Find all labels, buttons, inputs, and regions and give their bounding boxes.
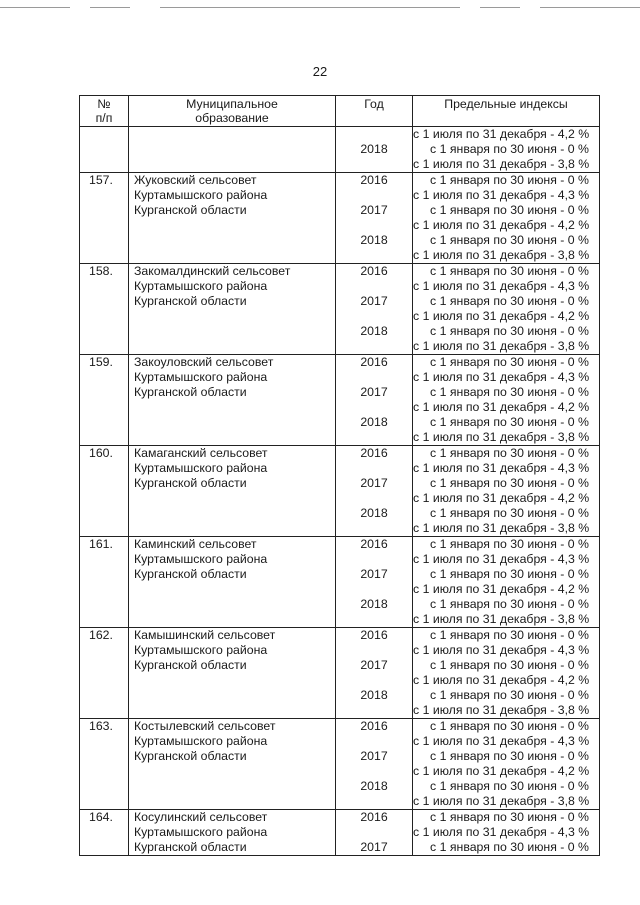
year-value: 2016 [360,537,388,551]
index-line: с 1 января по 30 июня - 0 % [430,597,589,611]
indices-cell [413,628,600,719]
index-line: с 1 января по 30 июня - 0 % [430,446,589,460]
row-number: 161. [80,537,129,628]
year-value [336,127,412,142]
index-line: с 1 января по 30 июня - 0 % [430,355,589,369]
year-cell [336,719,413,810]
year-value [336,612,412,627]
year-value: 2018 [360,415,388,429]
municipality-line: Закомалдинский сельсовет [134,264,291,278]
row-number: 158. [80,264,129,355]
municipality-line: Курганской области [134,658,247,672]
index-line: с 1 июля по 31 декабря - 4,2 % [413,673,590,687]
year-value [336,521,412,536]
index-line: с 1 июля по 31 декабря - 4,2 % [413,218,590,232]
index-line: с 1 июля по 31 декабря - 3,8 % [413,248,590,262]
table-row [80,355,600,446]
year-value [336,339,412,354]
table-row [80,810,600,856]
year-cell [336,127,413,173]
header-year [336,96,413,127]
municipality-line: Курганской области [134,385,247,399]
year-value: 2018 [360,506,388,520]
year-value [336,734,412,749]
indices-cell [413,719,600,810]
year-value: 2017 [360,203,388,217]
municipality-line: Каминский сельсовет [134,537,257,551]
year-value: 2016 [360,173,388,187]
municipality-line: Курганской области [134,840,247,854]
year-value [336,430,412,445]
index-line: с 1 января по 30 июня - 0 % [430,840,589,854]
header-line: № [97,97,111,111]
year-value: 2016 [360,810,388,824]
municipality-cell [129,628,336,719]
indices-cell [413,264,600,355]
year-value [336,309,412,324]
year-value [336,825,412,840]
year-value [336,673,412,688]
header-num [80,96,129,127]
index-line: с 1 июля по 31 декабря - 4,3 % [413,643,590,657]
row-number: 162. [80,628,129,719]
index-line: с 1 июля по 31 декабря - 3,8 % [413,430,590,444]
index-line: с 1 июля по 31 декабря - 4,3 % [413,370,590,384]
year-value [336,703,412,718]
index-line: с 1 июля по 31 декабря - 4,3 % [413,461,590,475]
year-value [336,400,412,415]
index-line: с 1 июля по 31 декабря - 3,8 % [413,521,590,535]
index-line: с 1 июля по 31 декабря - 4,3 % [413,825,590,839]
tariff-index-table [79,95,600,856]
indices-cell [413,810,600,856]
table-row [80,127,600,173]
year-value: 2016 [360,264,388,278]
municipality-cell [129,810,336,856]
year-value [336,491,412,506]
index-line: с 1 января по 30 июня - 0 % [430,142,589,156]
year-cell [336,446,413,537]
municipality-line: Куртамышского района [134,734,268,748]
index-line: с 1 января по 30 июня - 0 % [430,324,589,338]
year-value: 2016 [360,719,388,733]
municipality-line: Курганской области [134,294,247,308]
index-line: с 1 июля по 31 декабря - 4,2 % [413,764,590,778]
index-line: с 1 января по 30 июня - 0 % [430,476,589,490]
index-line: с 1 июля по 31 декабря - 4,2 % [413,491,590,505]
table-row [80,719,600,810]
year-value: 2018 [360,142,388,156]
index-line: с 1 января по 30 июня - 0 % [430,294,589,308]
table-row [80,446,600,537]
municipality-cell [129,537,336,628]
year-value [336,370,412,385]
year-value [336,764,412,779]
year-value [336,279,412,294]
year-value: 2018 [360,233,388,247]
row-number: 159. [80,355,129,446]
year-value: 2017 [360,749,388,763]
year-value [336,794,412,809]
year-value: 2018 [360,597,388,611]
index-line: с 1 января по 30 июня - 0 % [430,264,589,278]
index-line: с 1 января по 30 июня - 0 % [430,173,589,187]
index-line: с 1 января по 30 июня - 0 % [430,203,589,217]
year-value: 2017 [360,476,388,490]
scan-top-edge [0,7,640,10]
row-number: 163. [80,719,129,810]
index-line: с 1 января по 30 июня - 0 % [430,688,589,702]
index-line: с 1 июля по 31 декабря - 4,2 % [413,400,590,414]
year-value [336,157,412,172]
index-line: с 1 июля по 31 декабря - 4,2 % [413,127,590,141]
year-value [336,582,412,597]
index-line: с 1 января по 30 июня - 0 % [430,233,589,247]
table-row [80,173,600,264]
year-value: 2017 [360,658,388,672]
indices-cell [413,127,600,173]
header-line: Год [364,97,384,111]
municipality-line: Курганской области [134,567,247,581]
year-value: 2017 [360,385,388,399]
index-line: с 1 июля по 31 декабря - 4,3 % [413,279,590,293]
index-line: с 1 июля по 31 декабря - 3,8 % [413,794,590,808]
header-line: Муниципальное [186,97,278,111]
index-line: с 1 января по 30 июня - 0 % [430,658,589,672]
table-header-row [80,96,600,127]
index-line: с 1 января по 30 июня - 0 % [430,506,589,520]
municipality-line: Куртамышского района [134,188,268,202]
year-value: 2016 [360,628,388,642]
row-number: 160. [80,446,129,537]
year-value: 2018 [360,779,388,793]
row-number [80,127,129,173]
index-line: с 1 июля по 31 декабря - 3,8 % [413,157,590,171]
municipality-line: Куртамышского района [134,552,268,566]
index-line: с 1 января по 30 июня - 0 % [430,415,589,429]
municipality-cell [129,446,336,537]
municipality-cell [129,127,336,173]
index-line: с 1 июля по 31 декабря - 4,2 % [413,309,590,323]
index-line: с 1 января по 30 июня - 0 % [430,567,589,581]
index-line: с 1 июля по 31 декабря - 4,3 % [413,552,590,566]
header-line: п/п [95,111,113,125]
municipality-line: Куртамышского района [134,643,268,657]
year-value [336,643,412,658]
municipality-line: Закоуловский сельсовет [134,355,274,369]
index-line: с 1 июля по 31 декабря - 4,2 % [413,582,590,596]
municipality-cell [129,264,336,355]
index-line: с 1 июля по 31 декабря - 4,3 % [413,188,590,202]
municipality-line: Куртамышского района [134,370,268,384]
index-line: с 1 января по 30 июня - 0 % [430,749,589,763]
year-value: 2017 [360,840,388,854]
year-value: 2017 [360,567,388,581]
municipality-cell [129,173,336,264]
municipality-cell [129,719,336,810]
index-line: с 1 января по 30 июня - 0 % [430,385,589,399]
municipality-line: Косулинский сельсовет [134,810,268,824]
year-value: 2017 [360,294,388,308]
header-municipality [129,96,336,127]
index-line: с 1 января по 30 июня - 0 % [430,779,589,793]
index-line: с 1 января по 30 июня - 0 % [430,810,589,824]
row-number: 157. [80,173,129,264]
index-line: с 1 июля по 31 декабря - 4,3 % [413,734,590,748]
year-value: 2016 [360,446,388,460]
table-row [80,537,600,628]
year-value: 2018 [360,688,388,702]
year-value [336,248,412,263]
indices-cell [413,173,600,264]
year-value [336,461,412,476]
year-cell [336,628,413,719]
year-cell [336,537,413,628]
municipality-line: Куртамышского района [134,279,268,293]
table-row [80,264,600,355]
municipality-line: Жуковский сельсовет [134,173,257,187]
table-row [80,628,600,719]
index-line: с 1 января по 30 июня - 0 % [430,537,589,551]
municipality-line: Курганской области [134,749,247,763]
index-line: с 1 января по 30 июня - 0 % [430,628,589,642]
year-cell [336,810,413,856]
municipality-line: Костылевский сельсовет [134,719,276,733]
year-value: 2016 [360,355,388,369]
header-line: Предельные индексы [444,97,568,111]
indices-cell [413,537,600,628]
year-cell [336,173,413,264]
year-value [336,552,412,567]
municipality-line: Камышинский сельсовет [134,628,276,642]
indices-cell [413,355,600,446]
indices-cell [413,446,600,537]
year-value: 2018 [360,324,388,338]
year-value [336,218,412,233]
index-line: с 1 июля по 31 декабря - 3,8 % [413,612,590,626]
index-line: с 1 января по 30 июня - 0 % [430,719,589,733]
year-cell [336,355,413,446]
year-value [336,188,412,203]
municipality-line: Куртамышского района [134,461,268,475]
page-number: 22 [312,64,328,79]
header-indices [413,96,600,127]
municipality-line: Курганской области [134,476,247,490]
municipality-line: Куртамышского района [134,825,268,839]
row-number: 164. [80,810,129,856]
index-line: с 1 июля по 31 декабря - 3,8 % [413,703,590,717]
municipality-line: Камаганский сельсовет [134,446,268,460]
index-line: с 1 июля по 31 декабря - 3,8 % [413,339,590,353]
municipality-cell [129,355,336,446]
year-cell [336,264,413,355]
municipality-line: Курганской области [134,203,247,217]
header-line: образование [195,111,269,125]
